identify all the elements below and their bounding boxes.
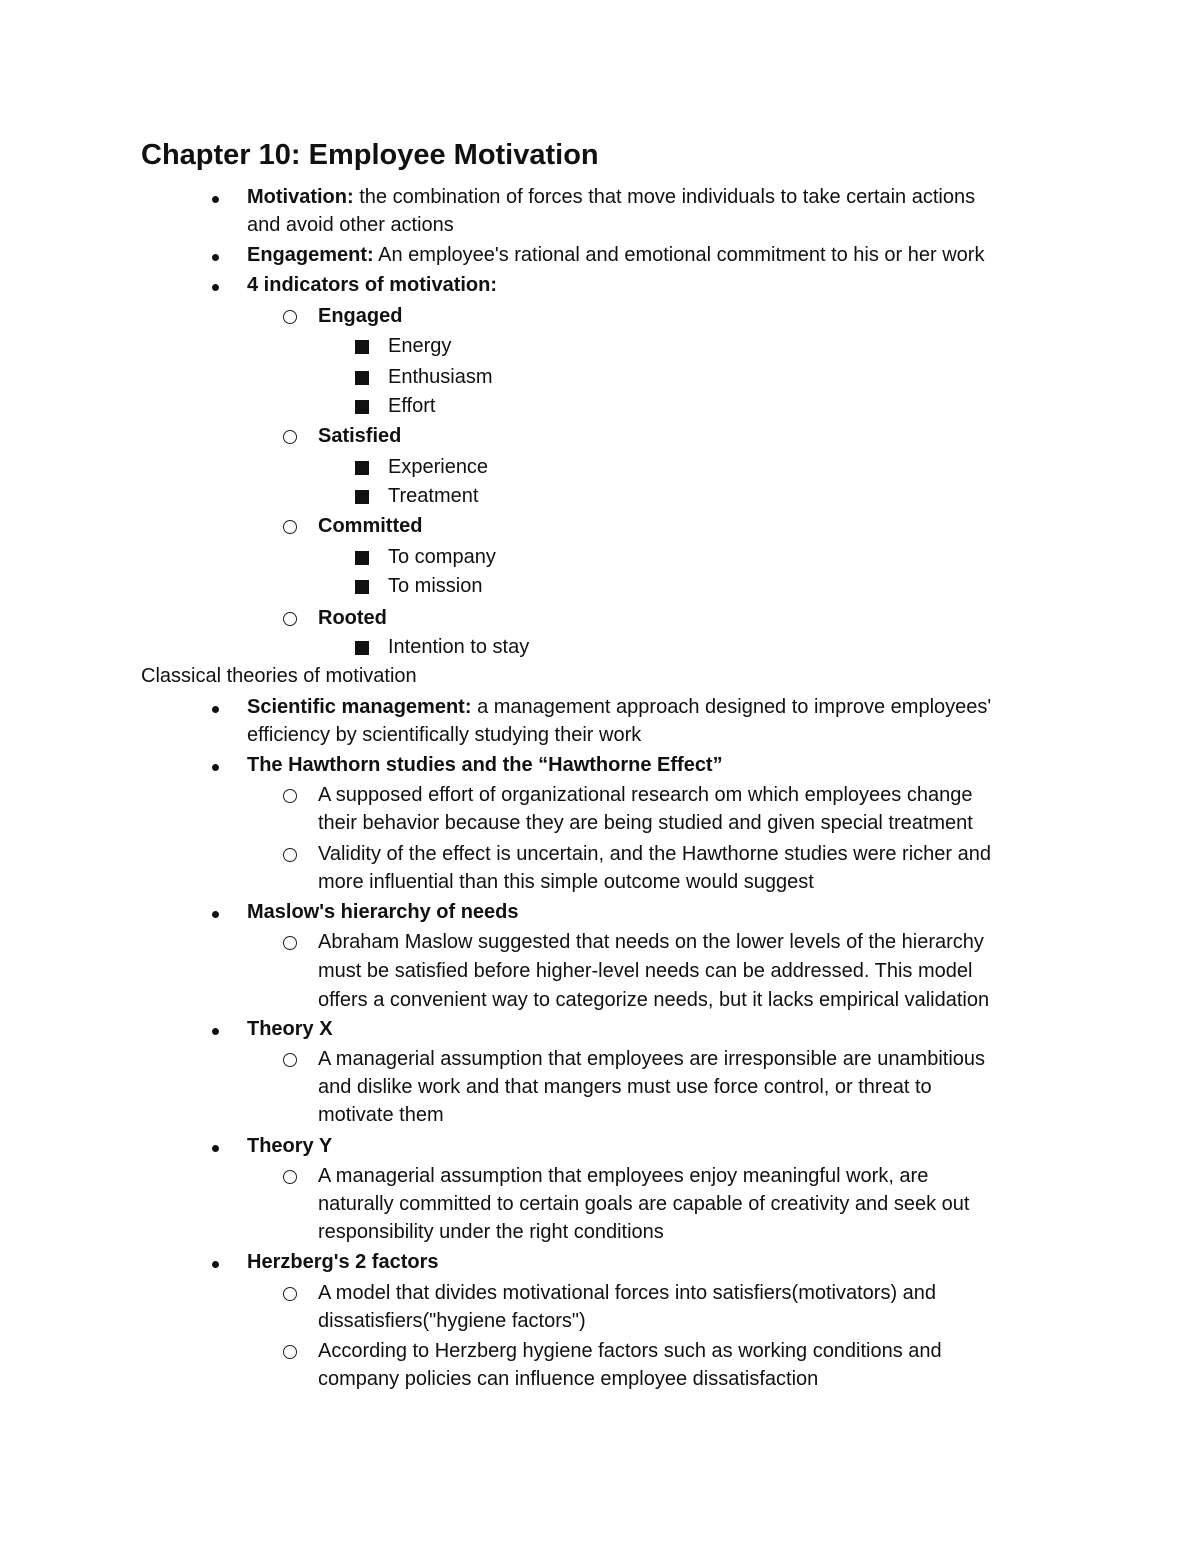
hollow-circle-icon <box>283 310 297 324</box>
hollow-circle-icon <box>283 936 297 950</box>
theory-y-line-3: responsibility under the right conditions <box>318 1221 664 1243</box>
theory-y-heading: Theory Y <box>247 1135 333 1157</box>
theory-x-line-2: and dislike work and that mangers must use force control, or threat to <box>318 1076 932 1098</box>
engagement-term: Engagement: <box>247 244 374 266</box>
motivation-definition <box>247 183 975 211</box>
committed-mission: To mission <box>388 575 483 597</box>
hawthorn-point-2-cont: more influential than this simple outcome would suggest <box>318 871 814 893</box>
scientific-term: Scientific management: <box>247 696 472 718</box>
bullet-icon <box>211 195 223 207</box>
hollow-circle-icon <box>283 520 297 534</box>
committed-company: To company <box>388 546 496 568</box>
indicators-heading: 4 indicators of motivation: <box>247 274 498 296</box>
herzberg-point-2: According to Herzberg hygiene factors such as working conditions and <box>318 1340 942 1362</box>
scientific-def-cont: efficiency by scientifically studying their work <box>247 724 642 746</box>
square-bullet-icon <box>355 340 369 354</box>
motivation-def: the combination of forces that move individuals to take certain actions <box>353 186 976 208</box>
bullet-icon <box>211 763 223 775</box>
motivation-def-cont: and avoid other actions <box>247 214 454 236</box>
square-bullet-icon <box>355 461 369 475</box>
section-heading: Classical theories of motivation <box>141 665 417 687</box>
maslow-line-1: Abraham Maslow suggested that needs on the lower levels of the hierarchy <box>318 931 984 953</box>
engaged-energy: Energy <box>388 335 452 357</box>
page-title: Chapter 10: Employee Motivation <box>141 139 599 171</box>
bullet-icon <box>211 1027 223 1039</box>
maslow-line-3: offers a convenient way to categorize needs, but it lacks empirical validation <box>318 989 990 1011</box>
square-bullet-icon <box>355 400 369 414</box>
indicator-engaged: Engaged <box>318 305 403 327</box>
engaged-effort: Effort <box>388 395 436 417</box>
hollow-circle-icon <box>283 1053 297 1067</box>
theory-y-line-1: A managerial assumption that employees enjoy meaningful work, are <box>318 1165 929 1187</box>
hollow-circle-icon <box>283 1170 297 1184</box>
bullet-icon <box>211 705 223 717</box>
bullet-icon <box>211 1144 223 1156</box>
hawthorn-point-1: A supposed effort of organizational research om which employees change <box>318 784 973 806</box>
bullet-icon <box>211 1260 223 1272</box>
bullet-icon <box>211 253 223 265</box>
engaged-enthusiasm: Enthusiasm <box>388 366 493 388</box>
maslow-heading: Maslow's hierarchy of needs <box>247 901 519 923</box>
indicator-satisfied: Satisfied <box>318 425 402 447</box>
hollow-circle-icon <box>283 848 297 862</box>
herzberg-heading: Herzberg's 2 factors <box>247 1251 439 1273</box>
scientific-def: a management approach designed to improve employees' <box>471 696 992 718</box>
herzberg-point-2-cont: company policies can influence employee dissatisfaction <box>318 1368 819 1390</box>
theory-y-line-2: naturally committed to certain goals are capable of creativity and seek out <box>318 1193 970 1215</box>
indicator-rooted: Rooted <box>318 607 387 629</box>
scientific-management <box>247 693 991 721</box>
maslow-line-2: must be satisfied before higher-level needs can be addressed. This model <box>318 960 973 982</box>
square-bullet-icon <box>355 371 369 385</box>
engagement-def: An employee's rational and emotional commitment to his or her work <box>373 244 985 266</box>
satisfied-treatment: Treatment <box>388 485 479 507</box>
engagement-definition <box>247 241 984 269</box>
hollow-circle-icon <box>283 1287 297 1301</box>
indicator-committed: Committed <box>318 515 423 537</box>
square-bullet-icon <box>355 641 369 655</box>
bullet-icon <box>211 283 223 295</box>
square-bullet-icon <box>355 580 369 594</box>
hollow-circle-icon <box>283 789 297 803</box>
theory-x-line-1: A managerial assumption that employees are irresponsible are unambitious <box>318 1048 986 1070</box>
hollow-circle-icon <box>283 612 297 626</box>
hawthorn-heading: The Hawthorn studies and the “Hawthorne Effect” <box>247 754 723 776</box>
theory-x-heading: Theory X <box>247 1018 333 1040</box>
hawthorn-point-1-cont: their behavior because they are being studied and given special treatment <box>318 812 973 834</box>
rooted-intention: Intention to stay <box>388 636 530 658</box>
herzberg-point-1-cont: dissatisfiers("hygiene factors") <box>318 1310 586 1332</box>
square-bullet-icon <box>355 551 369 565</box>
theory-x-line-3: motivate them <box>318 1104 444 1126</box>
square-bullet-icon <box>355 490 369 504</box>
hollow-circle-icon <box>283 430 297 444</box>
motivation-term: Motivation: <box>247 186 354 208</box>
herzberg-point-1: A model that divides motivational forces into satisfiers(motivators) and <box>318 1282 937 1304</box>
bullet-icon <box>211 910 223 922</box>
hollow-circle-icon <box>283 1345 297 1359</box>
satisfied-experience: Experience <box>388 456 489 478</box>
hawthorn-point-2: Validity of the effect is uncertain, and the Hawthorne studies were richer and <box>318 843 991 865</box>
